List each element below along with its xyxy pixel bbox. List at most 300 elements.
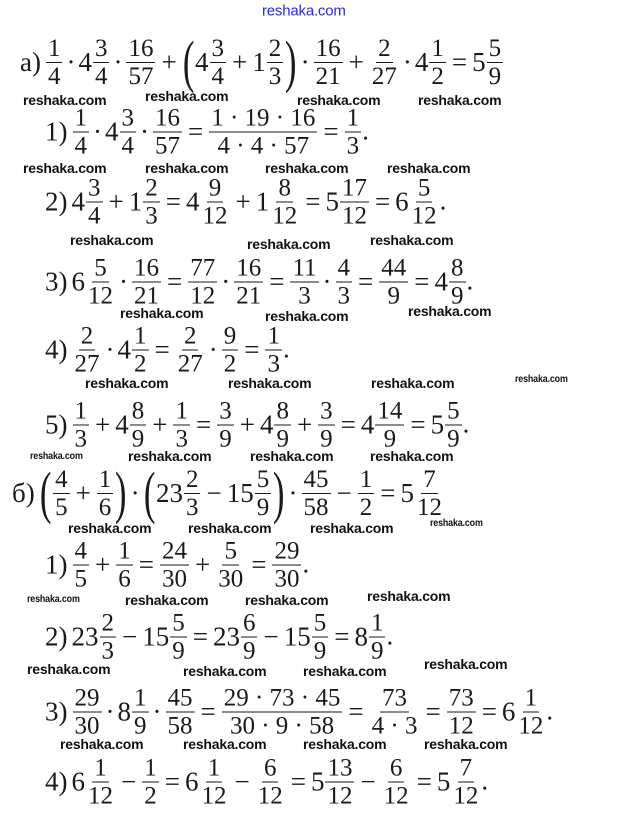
fraction [100, 611, 117, 664]
operator: = [481, 696, 497, 727]
numerator: 8 [276, 397, 289, 425]
numerator: 1 [94, 754, 107, 782]
denominator: 2 [134, 350, 147, 378]
denominator: 4 · 4 · 57 [217, 132, 310, 160]
denominator: 21 [134, 282, 159, 310]
multiply-operator: · [221, 266, 231, 297]
watermark: reshaka.com [250, 448, 334, 464]
operator: − [206, 477, 222, 508]
denominator: 5 [74, 565, 87, 593]
multiply-operator: · [66, 46, 76, 77]
fraction [255, 467, 272, 520]
fraction [449, 256, 466, 309]
period: . [546, 695, 554, 726]
number: 4 [71, 186, 85, 217]
item-label: 5) [45, 409, 68, 440]
number: 4 [360, 409, 375, 440]
denominator: 30 [218, 565, 244, 593]
operator: − [122, 621, 138, 652]
numerator: 13 [327, 754, 353, 782]
denominator: 6 [98, 493, 112, 521]
fraction [184, 467, 201, 520]
multiply-operator: · [105, 334, 115, 365]
denominator: 9 [488, 62, 502, 90]
operator: = [374, 186, 391, 217]
operator: = [195, 409, 212, 440]
watermark: reshaka.com [228, 375, 312, 391]
numerator: 1 [118, 537, 131, 565]
numerator: 1 [47, 34, 61, 62]
number: 6 [395, 186, 409, 217]
equation-line-b-task [12, 460, 445, 525]
denominator: 9 [131, 425, 145, 453]
denominator: 12 [257, 782, 283, 810]
operator: = [416, 766, 432, 797]
operator: + [95, 409, 111, 440]
equation-line-a-step-4 [45, 324, 290, 377]
watermark: reshaka.com [30, 450, 83, 462]
number: 23 [155, 477, 183, 508]
operator: − [360, 766, 376, 797]
denominator: 3 [74, 425, 87, 453]
denominator: 12 [88, 782, 113, 810]
numerator: 73 [382, 684, 408, 712]
numerator: 1 · 19 · 16 [211, 104, 316, 132]
parenthesis: ( [143, 460, 156, 525]
numerator: 2 [80, 322, 94, 350]
equation-line-a-step-5 [45, 399, 469, 452]
multiply-operator: · [119, 266, 128, 297]
number: 5 [430, 409, 445, 440]
denominator: 3 [298, 282, 311, 310]
fraction [86, 176, 103, 229]
numerator: 1 [98, 465, 112, 493]
watermark: reshaka.com [515, 373, 568, 385]
watermark: reshaka.com [247, 236, 331, 252]
equation-line-a-step-3 [45, 256, 473, 309]
fraction [445, 399, 462, 452]
operator: = [167, 266, 183, 297]
denominator: 4 [121, 132, 134, 160]
item-label: 1) [45, 549, 68, 580]
number: 4 [259, 409, 274, 440]
numerator: 1 [267, 322, 280, 350]
numerator: 5 [256, 465, 270, 493]
numerator: 8 [451, 254, 464, 282]
denominator: 4 · 3 [371, 712, 418, 740]
fraction [382, 756, 411, 809]
watermark: reshaka.com [310, 520, 394, 536]
item-label: 4) [45, 334, 68, 365]
numerator: 7 [459, 754, 473, 782]
denominator: 2 [359, 493, 373, 521]
fraction [516, 686, 545, 739]
numerator: 16 [315, 34, 341, 62]
operator: − [121, 766, 137, 797]
multiply-operator: · [300, 46, 310, 77]
numerator: 44 [381, 254, 407, 282]
number: 4 [195, 46, 209, 77]
operator: + [235, 186, 251, 217]
watermark: reshaka.com [23, 92, 107, 108]
numerator: 1 [74, 104, 87, 132]
numerator: 3 [121, 104, 134, 132]
denominator: 12 [190, 282, 216, 310]
operator: + [161, 46, 177, 77]
number: 6 [501, 696, 516, 727]
numerator: 1 [175, 397, 188, 425]
fraction [46, 36, 63, 89]
operator: + [152, 409, 168, 440]
operator: + [348, 46, 364, 77]
period: . [466, 265, 474, 296]
watermark: reshaka.com [265, 308, 349, 324]
numerator: 1 [74, 397, 87, 425]
number: 5 [400, 477, 414, 508]
fraction [290, 256, 318, 309]
numerator: 17 [341, 174, 367, 202]
fraction [73, 399, 90, 452]
numerator: 6 [263, 754, 277, 782]
denominator: 12 [201, 782, 227, 810]
denominator: 12 [416, 493, 442, 521]
numerator: 4 [55, 465, 68, 493]
period: . [462, 408, 470, 439]
operator: = [138, 549, 154, 580]
denominator: 3 [175, 425, 188, 453]
number: 5 [310, 766, 325, 797]
fraction [302, 467, 331, 520]
fraction [53, 467, 70, 520]
operator: = [200, 696, 216, 727]
numerator: 5 [224, 537, 237, 565]
numerator: 2 [101, 609, 114, 637]
numerator: 9 [223, 322, 237, 350]
watermark: reshaka.com [387, 160, 471, 176]
denominator: 9 [219, 425, 232, 453]
multiply-operator: · [130, 477, 140, 508]
operator: − [263, 621, 279, 652]
fraction [375, 399, 404, 452]
operator: = [451, 46, 468, 77]
fraction [86, 756, 115, 809]
denominator: 3 [346, 132, 360, 160]
operator: = [323, 116, 339, 147]
operator: = [410, 409, 426, 440]
multiply-operator: · [208, 334, 218, 365]
fraction [86, 256, 115, 309]
fraction [370, 36, 399, 89]
numerator: 77 [190, 254, 216, 282]
denominator: 12 [453, 782, 479, 810]
fraction [200, 176, 229, 229]
operator: = [348, 696, 364, 727]
numerator: 11 [292, 254, 317, 282]
fraction [132, 324, 149, 377]
item-label: 1) [45, 116, 68, 147]
fraction [143, 176, 160, 229]
item-label: 4) [45, 766, 68, 797]
number: 6 [184, 766, 199, 797]
numerator: 3 [320, 397, 333, 425]
numerator: 3 [94, 34, 108, 62]
number: 5 [436, 766, 451, 797]
fraction [379, 256, 408, 309]
multiply-operator: · [93, 116, 102, 147]
number: 4 [434, 266, 449, 297]
operator: = [305, 186, 321, 217]
numerator: 5 [94, 254, 107, 282]
operator: = [251, 549, 267, 580]
number: 4 [105, 116, 119, 147]
numerator: 1 [207, 754, 221, 782]
fraction [166, 686, 195, 739]
denominator: 21 [315, 62, 341, 90]
watermark: reshaka.com [85, 375, 169, 391]
number: 6 [71, 266, 85, 297]
watermark: reshaka.com [370, 448, 454, 464]
fraction [222, 324, 239, 377]
fraction [130, 399, 147, 452]
numerator: 3 [219, 397, 232, 425]
numerator: 29 [274, 537, 300, 565]
number: 6 [71, 766, 85, 797]
denominator: 2 [431, 62, 444, 90]
fraction [120, 106, 137, 159]
fraction [369, 611, 386, 664]
watermark: reshaka.com [120, 305, 204, 321]
denominator: 2 [223, 350, 237, 378]
operator: = [165, 186, 181, 217]
watermark: reshaka.com [245, 592, 329, 608]
operator: = [334, 621, 350, 652]
numerator: 3 [211, 34, 225, 62]
numerator: 1 [359, 465, 373, 493]
denominator: 27 [177, 350, 203, 378]
fraction [241, 611, 258, 664]
fraction [487, 36, 504, 89]
watermark: reshaka.com [125, 592, 209, 608]
number: 1 [255, 186, 270, 217]
denominator: 12 [383, 782, 409, 810]
item-label: 2) [45, 186, 68, 217]
operator: = [188, 116, 204, 147]
numerator: 6 [389, 754, 403, 782]
denominator: 3 [185, 493, 199, 521]
fraction [267, 36, 284, 89]
denominator: 9 [383, 425, 397, 453]
denominator: 9 [242, 637, 256, 665]
numerator: 2 [268, 34, 282, 62]
watermark: reshaka.com [265, 160, 349, 176]
operator: = [358, 266, 374, 297]
equation-line-a-step-2 [45, 176, 446, 229]
number: 15 [142, 621, 170, 652]
watermark: reshaka.com [371, 375, 455, 391]
fraction [73, 106, 90, 159]
watermark: reshaka.com [60, 736, 144, 752]
watermark: reshaka.com [27, 593, 80, 605]
denominator: 3 [145, 202, 158, 230]
numerator: 2 [145, 174, 158, 202]
denominator: 9 [320, 425, 333, 453]
denominator: 6 [118, 565, 131, 593]
fraction [447, 686, 476, 739]
number: 5 [325, 186, 339, 217]
item-label: 3) [45, 696, 68, 727]
number: 4 [185, 186, 200, 217]
watermark: reshaka.com [188, 520, 272, 536]
denominator: 9 [172, 637, 185, 665]
fraction [340, 176, 369, 229]
operator: = [244, 334, 260, 365]
numerator: 45 [167, 684, 193, 712]
number: 15 [226, 477, 254, 508]
numerator: 5 [447, 397, 460, 425]
numerator: 6 [242, 609, 256, 637]
numerator: 5 [417, 174, 431, 202]
denominator: 12 [327, 782, 353, 810]
denominator: 4 [94, 62, 108, 90]
denominator: 5 [55, 493, 68, 521]
fraction [132, 686, 149, 739]
denominator: 58 [303, 493, 329, 521]
operator: = [340, 409, 356, 440]
fraction [451, 756, 480, 809]
period: . [481, 765, 489, 796]
number: 1 [252, 46, 266, 77]
period: . [386, 620, 394, 651]
denominator: 9 [313, 637, 327, 665]
denominator: 12 [518, 712, 544, 740]
fraction [93, 36, 110, 89]
watermark: reshaka.com [303, 736, 387, 752]
fraction [126, 36, 155, 89]
denominator: 3 [101, 637, 114, 665]
fraction [97, 467, 114, 520]
denominator: 12 [448, 712, 474, 740]
watermark: reshaka.com [297, 92, 381, 108]
numerator: 2 [185, 465, 199, 493]
operator: = [164, 766, 180, 797]
numerator: 3 [88, 174, 101, 202]
watermark: reshaka.com [418, 92, 502, 108]
numerator: 16 [155, 104, 180, 132]
fraction [429, 36, 446, 89]
denominator: 27 [371, 62, 397, 90]
equation-line-b-step-3 [45, 686, 553, 739]
denominator: 12 [88, 282, 113, 310]
watermark: reshaka.com [183, 736, 267, 752]
operator: + [194, 549, 211, 580]
fraction [188, 256, 217, 309]
number: 23 [212, 621, 240, 652]
numerator: 1 [134, 684, 147, 712]
parenthesis: ) [285, 29, 297, 94]
watermark: reshaka.com [183, 663, 267, 679]
period: . [439, 185, 447, 216]
numerator: 9 [208, 174, 222, 202]
denominator: 4 [74, 132, 87, 160]
operator: + [239, 409, 255, 440]
numerator: 24 [161, 537, 187, 565]
fraction [274, 399, 291, 452]
denominator: 2 [144, 782, 157, 810]
denominator: 30 [274, 565, 300, 593]
equation-line-a-task [20, 29, 504, 94]
numerator: 5 [488, 34, 502, 62]
multiply-operator: · [113, 46, 123, 77]
parenthesis: ) [273, 460, 285, 525]
numerator: 2 [378, 34, 391, 62]
fraction [132, 256, 161, 309]
denominator: 12 [272, 202, 298, 230]
number: 4 [115, 409, 129, 440]
numerator: 1 [134, 322, 147, 350]
fraction [318, 399, 335, 452]
numerator: 4 [74, 537, 87, 565]
numerator: 5 [172, 609, 185, 637]
item-label: 3) [45, 266, 68, 297]
watermark: reshaka.com [424, 656, 508, 672]
fraction [345, 106, 362, 159]
denominator: 9 [134, 712, 147, 740]
fraction [199, 756, 228, 809]
equation-line-b-step-1 [45, 539, 309, 592]
denominator: 27 [74, 350, 100, 378]
denominator: 12 [202, 202, 228, 230]
denominator: 4 [88, 202, 101, 230]
denominator: 30 [74, 712, 100, 740]
fraction [216, 539, 245, 592]
numerator: 1 [431, 34, 444, 62]
operator: + [75, 477, 91, 508]
denominator: 3 [268, 62, 282, 90]
fraction [170, 611, 187, 664]
period: . [362, 115, 369, 146]
number: 4 [117, 334, 131, 365]
fraction [173, 399, 190, 452]
denominator: 9 [451, 282, 464, 310]
fraction [209, 106, 317, 159]
multiply-operator: · [322, 266, 332, 297]
denominator: 12 [411, 202, 437, 230]
denominator: 57 [128, 62, 154, 90]
operator: = [154, 334, 170, 365]
watermark: reshaka.com [128, 448, 212, 464]
number: 5 [472, 46, 486, 77]
number: 8 [117, 696, 131, 727]
equation-line-b-step-4 [45, 756, 488, 809]
fraction [325, 756, 354, 809]
numerator: 16 [128, 34, 154, 62]
fraction [270, 176, 299, 229]
fraction [336, 256, 353, 309]
fraction [410, 176, 439, 229]
fraction [153, 106, 182, 159]
number: 4 [414, 46, 429, 77]
fraction [415, 467, 444, 520]
denominator: 30 · 9 · 58 [229, 712, 335, 740]
multiply-operator: · [152, 696, 162, 727]
denominator: 3 [267, 350, 280, 378]
number: 15 [283, 621, 311, 652]
numerator: 1 [144, 754, 157, 782]
denominator: 9 [276, 425, 289, 453]
operator: = [414, 266, 430, 297]
fraction [160, 539, 189, 592]
operator: + [95, 549, 111, 580]
